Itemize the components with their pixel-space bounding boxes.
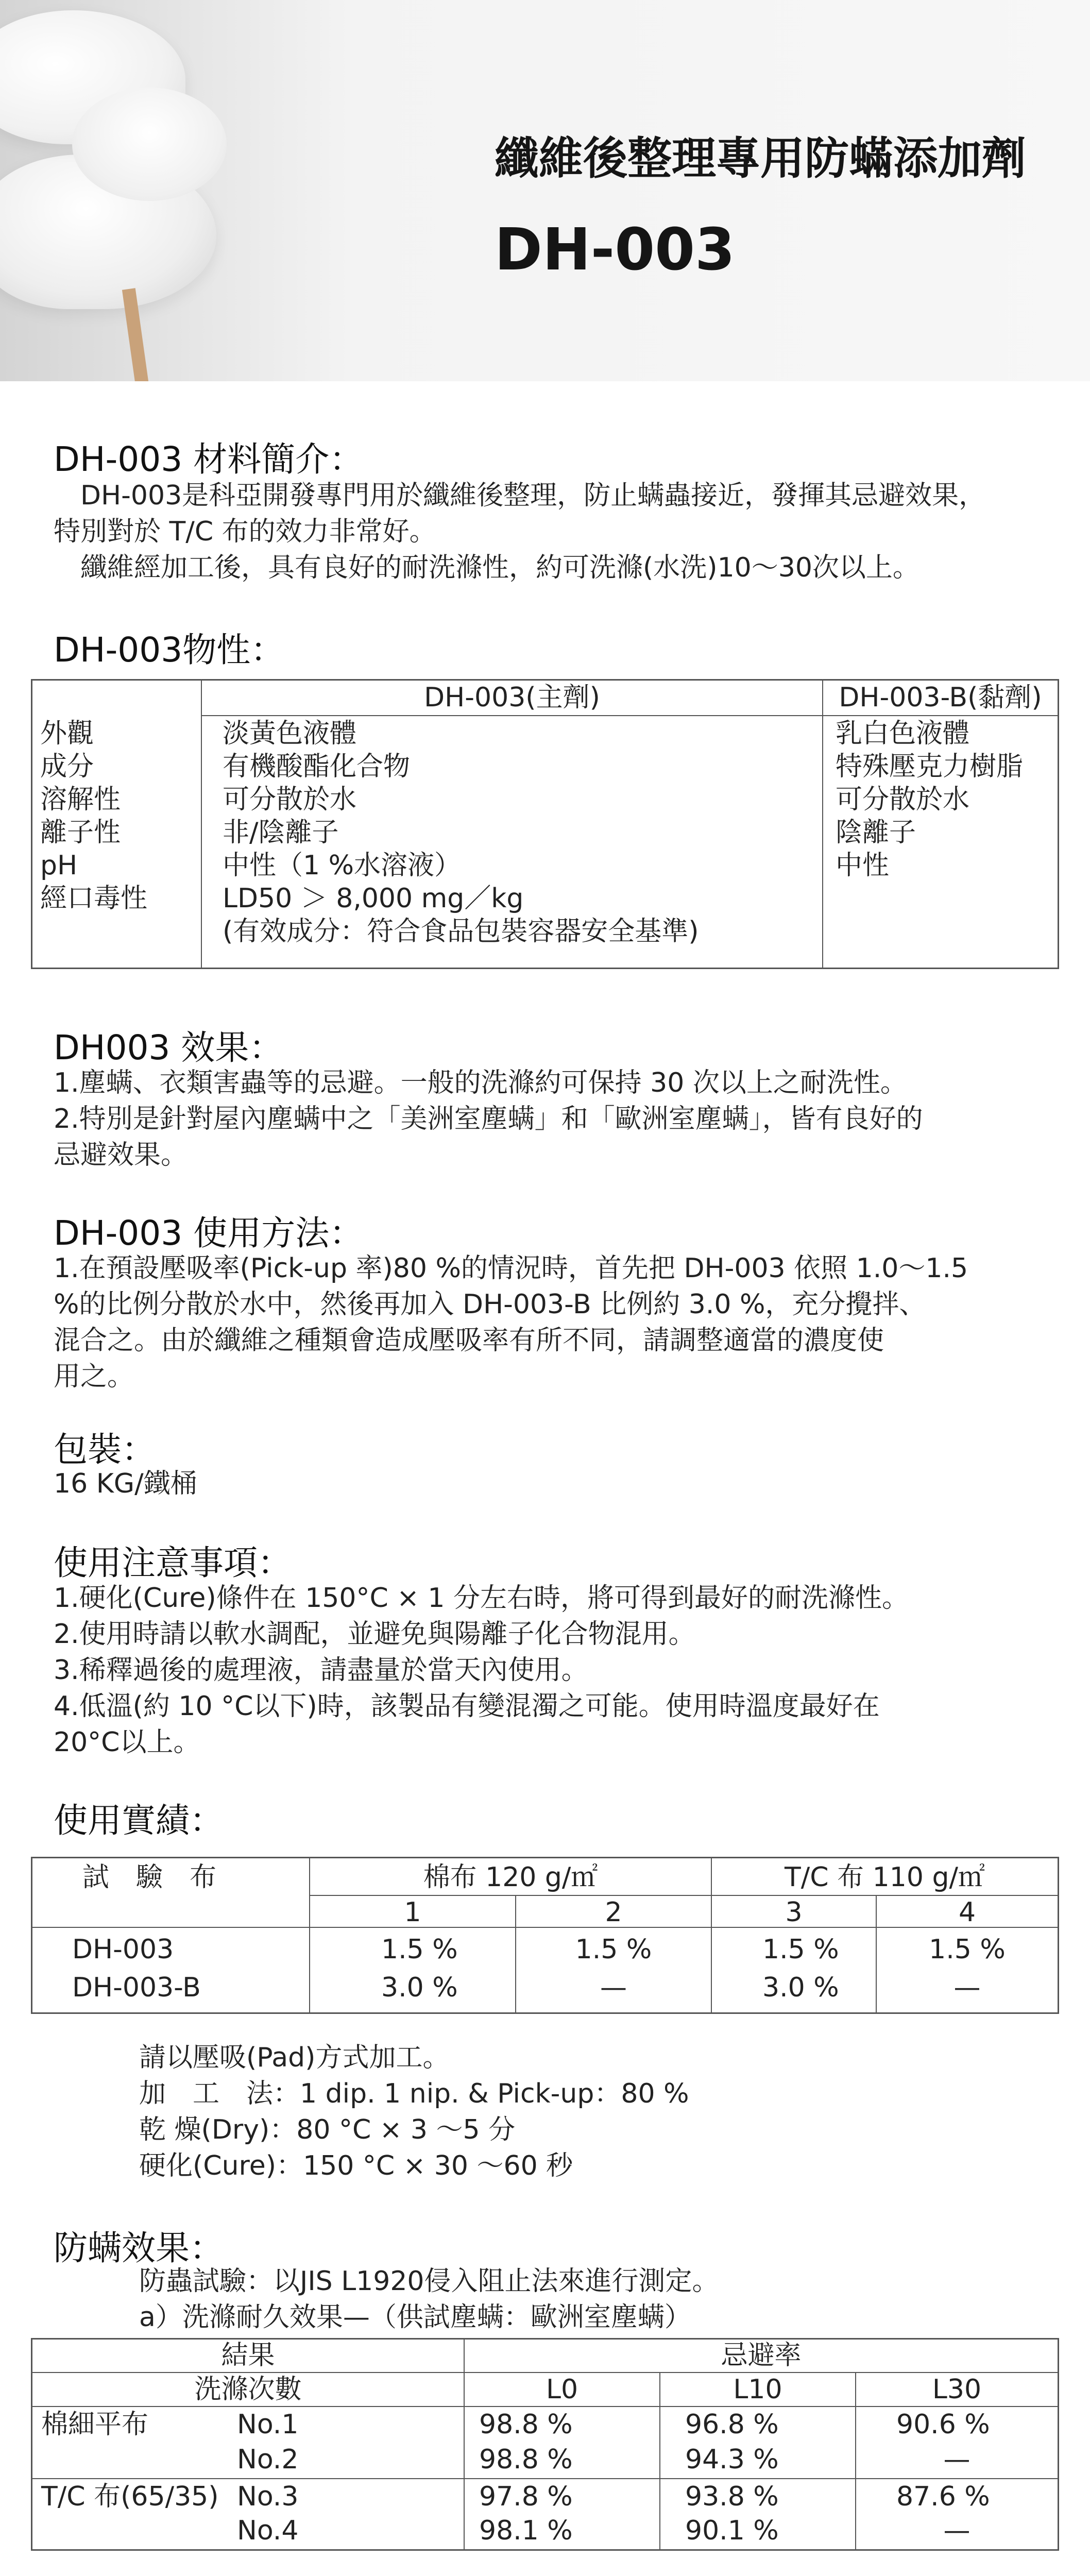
cell-value: 1.5 % <box>575 1934 652 1965</box>
process-line: 硬化(Cure)：150 °C × 30 〜60 秒 <box>139 2150 573 2181</box>
sample-no: No.1 <box>237 2409 299 2440</box>
col-header-b: DH-003-B(黏劑) <box>839 682 1042 713</box>
header-result: 結果 <box>221 2340 275 2371</box>
notes-heading: 使用注意事項： <box>54 1543 292 1583</box>
sub-col-number: 4 <box>958 1897 976 1928</box>
cell-value: 3.0 % <box>381 1972 458 2003</box>
cell-value: 3.0 % <box>762 1972 839 2003</box>
main-value: LD50 ＞ 8,000 mg／kg <box>223 883 524 914</box>
col-header-fabric: 試 驗 布 <box>82 1862 217 1893</box>
hero-title: DH-003 <box>495 216 735 283</box>
intro-line: 纖維經加工後，具有良好的耐洗滌性，約可洗滌(水洗)10〜30次以上。 <box>54 552 919 583</box>
property-label: 溶解性 <box>40 784 121 815</box>
sample-no: No.2 <box>237 2444 299 2475</box>
cell-value: 1.5 % <box>762 1934 839 1965</box>
cell-value: 96.8 % <box>685 2409 779 2440</box>
effect-heading: DH003 效果： <box>54 1028 283 1067</box>
usage-line: 混合之。由於纖維之種類會造成壓吸率有所不同，請調整適當的濃度使 <box>54 1325 884 1356</box>
antimite-intro: a）洗滌耐久效果—（供試塵螨：歐洲室塵螨） <box>139 2302 691 2333</box>
properties-heading: DH-003物性： <box>54 630 285 670</box>
cell-value: — <box>600 1972 627 2003</box>
sub-col-number: 1 <box>404 1897 421 1928</box>
cell-value: 1.5 % <box>381 1934 458 1965</box>
b-value: 可分散於水 <box>836 784 970 815</box>
header-repellency: 忌避率 <box>721 2340 802 2371</box>
cell-value: 1.5 % <box>929 1934 1006 1965</box>
process-line: 乾 燥(Dry)：80 °C × 3 〜5 分 <box>139 2114 516 2145</box>
col-label: L0 <box>546 2374 578 2405</box>
note-line: 1.硬化(Cure)條件在 150°C × 1 分左右時，將可得到最好的耐洗滌性。 <box>54 1583 909 1614</box>
packing-text: 16 KG/鐵桶 <box>54 1468 197 1499</box>
note-line: 20°C以上。 <box>54 1727 200 1758</box>
property-label: 經口毒性 <box>40 883 148 914</box>
usage-heading: DH-003 使用方法： <box>54 1213 364 1253</box>
property-label: pH <box>40 850 78 881</box>
fabric-name: 棉細平布 <box>41 2409 149 2440</box>
process-line: 加 工 法：1 dip. 1 nip. & Pick-up：80 % <box>139 2078 689 2109</box>
effect-line: 1.塵螨、衣類害蟲等的忌避。一般的洗滌約可保持 30 次以上之耐洗性。 <box>54 1067 907 1098</box>
property-label: 離子性 <box>40 817 121 848</box>
main-value: 非/陰離子 <box>223 817 339 848</box>
note-line: 2.使用時請以軟水調配，並避免與陽離子化合物混用。 <box>54 1619 695 1650</box>
cell-value: 97.8 % <box>479 2481 573 2512</box>
property-label: 成分 <box>40 751 94 782</box>
b-value: 中性 <box>836 850 890 881</box>
fabric-name: T/C 布(65/35) <box>41 2481 219 2512</box>
results-heading: 使用實績： <box>54 1801 224 1840</box>
sample-no: No.3 <box>237 2481 299 2512</box>
packing-heading: 包裝： <box>54 1430 156 1469</box>
effect-line: 2.特別是針對屋內塵螨中之「美洲室塵螨」和「歐洲室塵螨」，皆有良好的 <box>54 1104 923 1134</box>
hero-subtitle: 纖維後整理專用防蟎添加劑 <box>495 133 1026 184</box>
col-header-cotton: 棉布 120 g/㎡ <box>423 1862 598 1893</box>
cell-value: — <box>953 1972 981 2003</box>
main-value: 可分散於水 <box>223 784 357 815</box>
sub-col-number: 2 <box>605 1897 622 1928</box>
main-value: 中性（1 %水溶液） <box>223 850 462 881</box>
col-label: L10 <box>733 2374 782 2405</box>
intro-line: 特別對於 T/C 布的效力非常好。 <box>54 516 436 547</box>
cell-value: 94.3 % <box>685 2444 779 2475</box>
row-name: DH-003 <box>72 1934 174 1965</box>
cell-value: 98.8 % <box>479 2409 573 2440</box>
cell-value: — <box>943 2515 970 2546</box>
cell-value: 87.6 % <box>896 2481 990 2512</box>
b-value: 陰離子 <box>836 817 916 848</box>
row-name: DH-003-B <box>72 1972 201 2003</box>
cell-value: 90.6 % <box>896 2409 990 2440</box>
process-line: 請以壓吸(Pad)方式加工。 <box>139 2042 450 2073</box>
usage-line: 用之。 <box>54 1361 134 1392</box>
main-value: (有效成分：符合食品包裝容器安全基準) <box>223 916 699 947</box>
sample-no: No.4 <box>237 2515 299 2546</box>
property-label: 外觀 <box>40 718 94 749</box>
cell-value: 90.1 % <box>685 2515 779 2546</box>
b-value: 特殊壓克力樹脂 <box>836 751 1024 782</box>
antimite-intro: 防蟲試驗：以JIS L1920侵入阻止法來進行測定。 <box>139 2266 719 2297</box>
effect-line: 忌避效果。 <box>54 1140 188 1171</box>
sub-col-number: 3 <box>785 1897 803 1928</box>
note-line: 3.稀釋過後的處理液，請盡量於當天內使用。 <box>54 1655 588 1686</box>
cell-value: 98.1 % <box>479 2515 573 2546</box>
intro-line: DH-003是科亞開發專門用於纖維後整理，防止螨蟲接近，發揮其忌避效果， <box>54 480 986 511</box>
usage-line: 1.在預設壓吸率(Pick-up 率)80 %的情況時，首先把 DH-003 依照 1.0〜1.5 <box>54 1253 968 1284</box>
col-header-main: DH-003(主劑) <box>424 682 600 713</box>
hero-banner <box>0 0 1090 381</box>
usage-line: %的比例分散於水中，然後再加入 DH-003-B 比例約 3.0 %，充分攪拌、 <box>54 1289 926 1320</box>
intro-heading: DH-003 材料簡介： <box>54 439 364 479</box>
cell-value: — <box>943 2444 970 2475</box>
cell-value: 98.8 % <box>479 2444 573 2475</box>
antimite-heading: 防螨效果： <box>54 2228 224 2268</box>
note-line: 4.低溫(約 10 °C以下)時，該製品有變混濁之可能。使用時溫度最好在 <box>54 1691 880 1722</box>
main-value: 淡黃色液體 <box>223 718 357 749</box>
col-header-tc: T/C 布 110 g/㎡ <box>785 1862 985 1893</box>
col-label: L30 <box>932 2374 982 2405</box>
b-value: 乳白色液體 <box>836 718 970 749</box>
pillow-image <box>72 88 227 201</box>
main-value: 有機酸酯化合物 <box>223 751 411 782</box>
header-wash-count: 洗滌次數 <box>194 2374 302 2405</box>
cell-value: 93.8 % <box>685 2481 779 2512</box>
